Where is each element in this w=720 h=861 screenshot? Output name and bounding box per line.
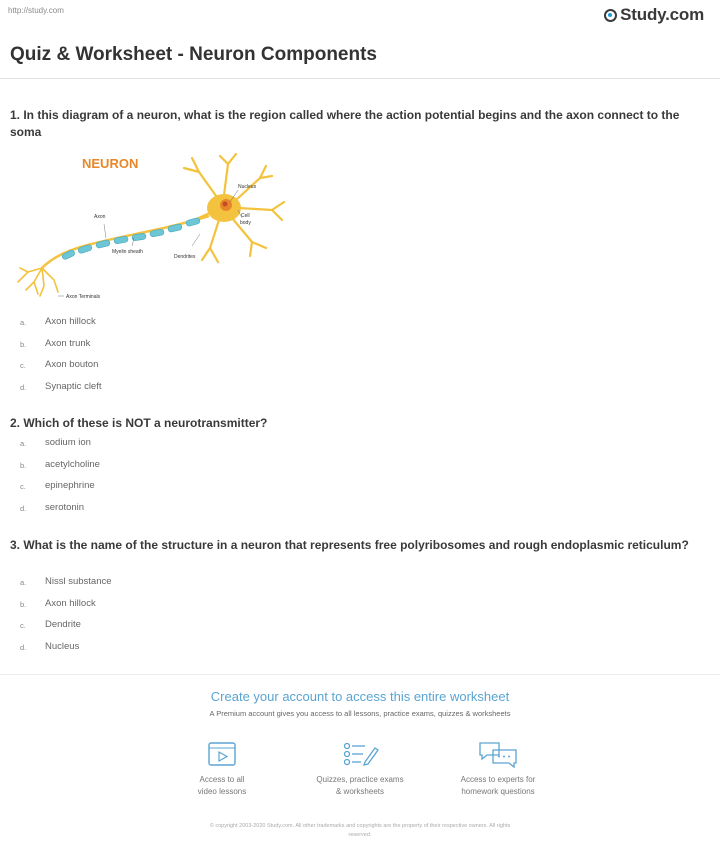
option[interactable]: c. Axon bouton xyxy=(20,359,99,370)
svg-text:body: body xyxy=(240,220,251,226)
promo-divider xyxy=(0,674,720,675)
question-2-options xyxy=(20,437,100,523)
promo-title-link[interactable]: Create your account to access this entire worksheet xyxy=(210,689,510,704)
label-nucleus: Nucleus xyxy=(238,184,257,190)
option[interactable]: d. serotonin xyxy=(20,501,85,513)
question-2-text: 2. Which of these is NOT a neurotransmitter? xyxy=(10,416,268,430)
question-3-options xyxy=(20,576,112,662)
option[interactable]: c. Dendrite xyxy=(20,619,81,630)
feature-label: Access to all video lessons xyxy=(197,775,247,796)
title-divider xyxy=(0,78,720,79)
brand-name: Study.com xyxy=(620,5,704,24)
feature-video-lessons xyxy=(142,740,302,798)
label-myelin-sheath: Myelin sheath xyxy=(112,249,143,255)
promo-subtitle: A Premium account gives you access to all lessons, practice exams, quizzes & worksheets xyxy=(209,709,511,718)
option[interactable]: b. acetylcholine xyxy=(20,458,100,470)
option[interactable]: b. Axon trunk xyxy=(20,337,91,349)
label-dendrites: Dendrites xyxy=(174,254,196,260)
feature-label: Quizzes, practice exams & worksheets xyxy=(316,775,404,796)
video-lesson-icon xyxy=(205,740,239,770)
label-axon: Axon xyxy=(94,214,106,220)
feature-label: Access to experts for homework questions xyxy=(460,775,536,796)
neuron-diagram xyxy=(14,150,294,305)
quiz-checklist-icon xyxy=(341,740,379,770)
option[interactable]: d. Nucleus xyxy=(20,640,80,652)
label-axon-terminals: Axon Terminals xyxy=(66,294,101,300)
copyright-footer: © copyright 2003-2020 Study.com. All other trademarks and copyrights are the property of their respective owners. All rights reserved. xyxy=(209,823,511,838)
source-url[interactable]: http://study.com xyxy=(8,6,64,15)
page-header xyxy=(0,0,720,34)
question-3-text: 3. What is the name of the structure in a neuron that represents free polyribosomes and rough endoplasmic reticulum? xyxy=(10,538,689,552)
axon-terminals-shape xyxy=(18,268,58,296)
option[interactable]: d. Synaptic cleft xyxy=(20,380,102,392)
option[interactable]: a. sodium ion xyxy=(20,437,91,448)
question-1-text: 1. In this diagram of a neuron, what is the region called where the action potential begins and the axon connect to the soma xyxy=(10,108,680,139)
question-1-options xyxy=(20,316,102,402)
option[interactable]: b. Axon hillock xyxy=(20,597,96,609)
feature-experts xyxy=(418,740,578,798)
brand-logo[interactable] xyxy=(604,5,704,25)
neuron-diagram-title: NEURON xyxy=(82,156,139,171)
study-logo-icon xyxy=(604,9,617,22)
page-title: Quiz & Worksheet - Neuron Components xyxy=(10,44,378,65)
feature-quizzes xyxy=(280,740,440,798)
label-cell-body: Cell xyxy=(241,213,250,219)
option[interactable]: a. Nissl substance xyxy=(20,576,112,587)
option[interactable]: c. epinephrine xyxy=(20,480,95,491)
chat-bubble-icon xyxy=(477,740,519,770)
option[interactable]: a. Axon hillock xyxy=(20,316,96,327)
